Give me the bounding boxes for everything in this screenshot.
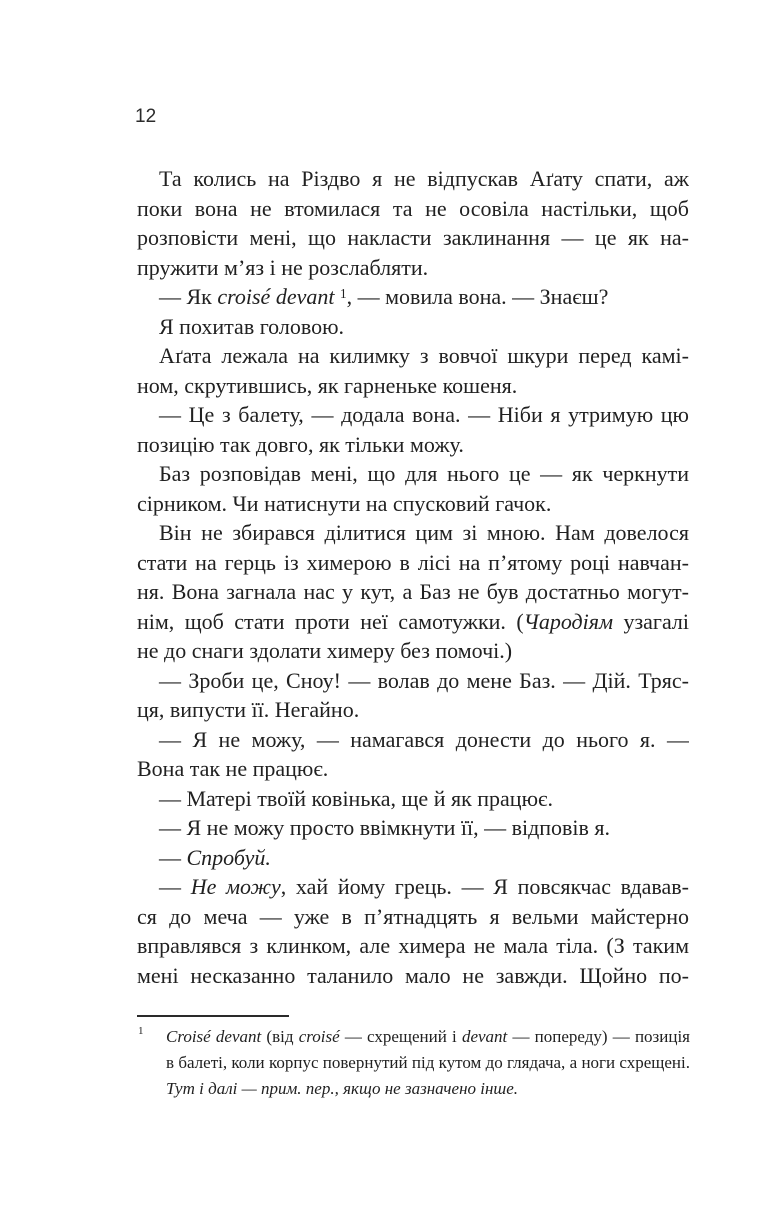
text-line [137, 607, 689, 637]
text-segment: в балеті, коли корпус повернутий під кутом до глядача, а ноги схрещені. [166, 1053, 690, 1072]
text-line [137, 636, 689, 666]
text-line [137, 400, 689, 430]
text-segment: Баз розповідав мені, що для нього це — як черкнути [159, 461, 689, 486]
text-segment: мені несказанно таланило мало не завжди. Щойно по- [137, 962, 689, 988]
text-line [137, 666, 689, 696]
text-line [137, 518, 689, 548]
text-segment: devant [461, 1027, 508, 1046]
text-line [137, 872, 689, 902]
text-line [137, 430, 689, 460]
text-segment: розповісти мені, що накласти заклинання — це як на- [137, 225, 689, 250]
text-line [137, 371, 689, 401]
text-line [137, 784, 689, 814]
text-line [137, 931, 689, 961]
text-segment: Та колись на Різдво я не відпускав Аґату спати, аж [159, 166, 689, 191]
book-text [137, 164, 689, 990]
text-segment: croisé [298, 1027, 340, 1046]
text-segment: не до снаги здолати химеру без помочі.) [137, 638, 513, 663]
text-segment: — Як [159, 284, 218, 309]
text-segment: поки вона не втомилася та не осовіла настільки, щоб [137, 195, 689, 221]
text-segment: , хай йому грець. — Я повсякчас вдавав- [280, 874, 689, 899]
text-line [137, 489, 689, 519]
page-number: 12 [135, 106, 157, 127]
text-segment: Вона так не працює. [137, 756, 329, 781]
text-segment: — [159, 874, 191, 899]
text-segment: ня. Вона загнала нас у кут, а Баз не був достатньо могут- [137, 579, 689, 604]
text-line [137, 282, 689, 312]
text-line [166, 1024, 690, 1050]
text-segment: Чародіям [523, 608, 614, 634]
text-segment: ном, скрутившись, як гарненьке кошеня. [137, 372, 518, 398]
text-line [166, 1076, 690, 1102]
text-line [137, 223, 689, 253]
text-line [137, 577, 689, 607]
text-segment: позицію так довго, як тільки можу. [137, 431, 464, 457]
text-segment: croisé devant [217, 284, 335, 309]
text-segment: Спробуй. [186, 844, 271, 870]
footnote [137, 1015, 690, 1102]
text-line [137, 548, 689, 578]
text-segment: — схрещений і [339, 1027, 462, 1046]
text-segment: стати на герць із химерою в лісі на п’ятому році навчан- [137, 549, 689, 575]
text-segment: нім, щоб стати проти неї самотужки. ( [137, 608, 524, 634]
text-segment: сірником. Чи натиснути на спусковий гачок. [137, 490, 552, 516]
footnote-marker: 1 [138, 1025, 144, 1037]
text-line [137, 902, 689, 932]
text-line [166, 1050, 690, 1076]
text-segment: ся до меча — уже в п’ятнадцять я вельми майстерно [137, 903, 689, 929]
text-line [137, 961, 689, 991]
text-segment: Він не збирався ділитися цим зі мною. Нам довелося [159, 520, 689, 545]
footnote-divider [137, 1015, 289, 1017]
text-segment: Croisé devant [166, 1027, 262, 1046]
text-line [137, 754, 689, 784]
footnote-ref-superscript: 1 [339, 286, 347, 301]
text-segment: — Матері твоїй ковінька, ще й як працює. [159, 785, 553, 811]
text-segment: Не можу [190, 874, 281, 899]
text-segment: — попереду) — позиція [507, 1027, 690, 1046]
text-segment: Аґата лежала на килимку з вовчої шкури перед камі- [159, 343, 689, 368]
text-line [137, 253, 689, 283]
text-segment: вправлявся з клинком, але химера не мала тіла. (З таким [137, 933, 689, 958]
footnote-body [137, 1024, 690, 1102]
text-segment: (від [261, 1027, 299, 1046]
footnote-lines [166, 1024, 690, 1102]
text-segment: — Це з балету, — додала вона. — Ніби я утримую цю [159, 402, 689, 427]
text-segment: — Зроби це, Сноу! — волав до мене Баз. — Дій. Тряс- [159, 667, 689, 693]
text-line [137, 459, 689, 489]
text-line [137, 312, 689, 342]
text-line [137, 725, 689, 755]
text-line [137, 813, 689, 843]
text-segment: — Я не можу, — намагався донести до нього я. — [159, 726, 689, 752]
text-line [137, 194, 689, 224]
text-segment: — Я не можу просто ввімкнути її, — відповів я. [159, 815, 611, 840]
text-segment: Я похитав головою. [159, 313, 345, 339]
text-line [137, 164, 689, 194]
text-segment: — [159, 844, 187, 870]
text-segment: Тут і далі — прим. пер., якщо не зазначено інше. [166, 1079, 519, 1098]
text-line [137, 341, 689, 371]
text-segment: пружити м’яз і не розслабляти. [137, 254, 429, 280]
text-line [137, 843, 689, 873]
text-segment: , — мовила вона. — Знаєш? [346, 284, 609, 309]
text-line [137, 695, 689, 725]
text-segment: ця, випусти її. Негайно. [137, 697, 360, 722]
text-segment: узагалі [613, 608, 689, 634]
